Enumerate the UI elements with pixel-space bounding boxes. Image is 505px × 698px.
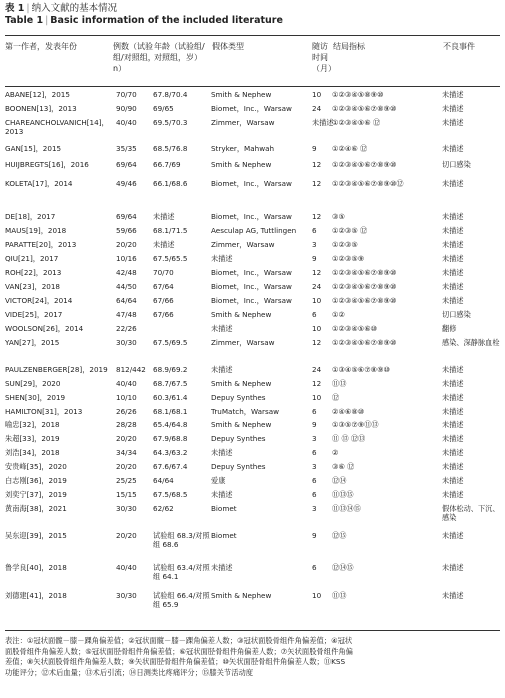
cell-cases: 26/26: [116, 407, 137, 416]
cell-cases: 59/66: [116, 226, 137, 235]
cell-followup: 10: [312, 90, 322, 99]
cell-cases: 69/64: [116, 212, 137, 221]
cell-cases: 70/70: [116, 90, 137, 99]
cell-age: 试验组 63.4/对照组 64.1: [153, 563, 210, 581]
cell-adverse: 未描述: [442, 226, 464, 235]
cell-prosthesis: Biomet: [211, 531, 237, 540]
cell-prosthesis: Depuy Synthes: [211, 462, 266, 471]
cell-followup: 24: [312, 282, 322, 291]
cell-prosthesis: Zimmer，Warsaw: [211, 118, 275, 127]
cell-adverse: 未描述: [442, 490, 464, 499]
cell-outcomes: ⑪⑬⑭⑮: [332, 504, 361, 513]
cell-prosthesis: 爱康: [211, 476, 226, 485]
cell-age: 66.1/68.6: [153, 179, 188, 188]
cell-followup: 12: [312, 379, 322, 388]
cell-adverse: 未描述: [442, 296, 464, 305]
cell-author: ROH[22]，2013: [5, 268, 62, 277]
cell-adverse: 未描述: [442, 462, 464, 471]
cell-age: 65.4/64.8: [153, 420, 188, 429]
cell-cases: 30/30: [116, 338, 137, 347]
cell-followup: 未描述: [312, 118, 334, 127]
cell-age: 68.9/69.2: [153, 365, 188, 374]
cell-followup: 3: [312, 240, 317, 249]
cell-followup: 3: [312, 434, 317, 443]
cell-outcomes: ①②③④⑤⑥⑦⑧⑨⑩: [332, 338, 397, 347]
cell-prosthesis: 未描述: [211, 490, 233, 499]
title-cn-label: 表 1: [5, 3, 25, 14]
footnote-line: 差值；⑧矢状面股骨组件角偏差人数；⑨矢状面胫骨组件角偏差值；⑩矢状面胫骨组件角偏差人数；⑪KSS: [5, 657, 346, 666]
cell-age: 未描述: [153, 240, 175, 249]
cell-author: 喻忠[32]，2018: [5, 420, 60, 429]
header-adverse: 不良事件: [443, 42, 475, 51]
cell-followup: 9: [312, 420, 317, 429]
header-prosthesis: 假体类型: [212, 42, 244, 51]
cell-author: VICTOR[24]，2014: [5, 296, 73, 305]
cell-cases: 40/40: [116, 379, 137, 388]
cell-cases: 20/20: [116, 531, 137, 540]
top-rule: [5, 35, 500, 36]
cell-age: 67/66: [153, 310, 174, 319]
cell-followup: 12: [312, 268, 322, 277]
cell-age: 67/64: [153, 282, 174, 291]
cell-prosthesis: Biomet，Inc.，Warsaw: [211, 282, 292, 291]
cell-followup: 9: [312, 144, 317, 153]
cell-followup: 3: [312, 504, 317, 513]
cell-age: 67/66: [153, 296, 174, 305]
cell-prosthesis: Biomet: [211, 504, 237, 513]
cell-cases: 69/64: [116, 160, 137, 169]
cell-prosthesis: Depuy Synthes: [211, 393, 266, 402]
cell-followup: 6: [312, 448, 317, 457]
cell-outcomes: ①②④⑥ ⑫: [332, 144, 368, 153]
cell-author: SHEN[30]，2019: [5, 393, 66, 402]
cell-cases: 30/30: [116, 504, 137, 513]
cell-age: 69.5/70.3: [153, 118, 188, 127]
cell-age: 64.3/63.2: [153, 448, 188, 457]
cell-author: HUIJBREGTS[16]，2016: [5, 160, 89, 169]
cell-age: 60.3/61.4: [153, 393, 188, 402]
cell-followup: 10: [312, 296, 322, 305]
cell-outcomes: ⑫⑭⑮: [332, 563, 354, 572]
cell-author: PARATTE[20]，2013: [5, 240, 77, 249]
footnote-line: 功能评分；⑫术后血量；⑬术后引流；⑭日测类比疼痛评分；⑮膝关节活动度: [5, 667, 254, 677]
cell-prosthesis: Depuy Synthes: [211, 434, 266, 443]
cell-prosthesis: Smith & Nephew: [211, 90, 272, 99]
cell-prosthesis: 未描述: [211, 324, 233, 333]
cell-prosthesis: Biomet，Inc.，Warsaw: [211, 179, 292, 188]
cell-cases: 40/40: [116, 563, 137, 572]
cell-cases: 10/16: [116, 254, 137, 263]
cell-prosthesis: Biomet，Inc.，Warsaw: [211, 104, 292, 113]
cell-outcomes: ③⑤: [332, 212, 345, 221]
cell-cases: 25/25: [116, 476, 137, 485]
cell-outcomes: ①②③④⑤⑥⑦⑧⑨⑩: [332, 282, 397, 291]
cell-prosthesis: Smith & Nephew: [211, 160, 272, 169]
cell-cases: 28/28: [116, 420, 137, 429]
cell-outcomes: ①②③④⑤⑥⑦⑧⑨⑩: [332, 104, 397, 113]
cell-adverse: 未描述: [442, 434, 464, 443]
cell-cases: 47/48: [116, 310, 137, 319]
cell-cases: 20/20: [116, 240, 137, 249]
cell-adverse: 未描述: [442, 448, 464, 457]
cell-followup: 6: [312, 226, 317, 235]
cell-prosthesis: 未描述: [211, 563, 233, 572]
cell-followup: 12: [312, 338, 322, 347]
cell-author: 朱超[33]，2019: [5, 434, 60, 443]
cell-cases: 812/442: [116, 365, 146, 374]
cell-outcomes: ①②: [332, 310, 345, 319]
cell-author: MAUS[19]，2018: [5, 226, 67, 235]
cell-age: 68.7/67.5: [153, 379, 188, 388]
cell-author: YAN[27]，2015: [5, 338, 60, 347]
title-cn-text: 纳入文献的基本情况: [31, 3, 118, 14]
cell-outcomes: ⑫⑮: [332, 531, 347, 540]
cell-adverse: 未描述: [442, 563, 464, 572]
cell-outcomes: ①②③④⑤⑥⑦⑧⑨⑩: [332, 160, 397, 169]
cell-age: 67.5/68.5: [153, 490, 188, 499]
cell-outcomes: ①②③④⑤⑥⑦⑧⑨⑩⑫: [332, 179, 404, 188]
cell-prosthesis: Biomet，Inc.，Warsaw: [211, 268, 292, 277]
cell-adverse: 未描述: [442, 179, 464, 188]
cell-followup: 24: [312, 104, 322, 113]
cell-adverse: 未描述: [442, 365, 464, 374]
cell-author: SUN[29]，2020: [5, 379, 61, 388]
cell-adverse: 未描述: [442, 118, 464, 127]
cell-adverse: 未描述: [442, 476, 464, 485]
cell-adverse: 未描述: [442, 144, 464, 153]
cell-adverse: 未描述: [442, 407, 464, 416]
cell-author: 安贵峰[35]，2020: [5, 462, 67, 471]
cell-author: HAMILTON[31]，2013: [5, 407, 83, 416]
cell-cases: 30/30: [116, 591, 137, 600]
cell-author: ABANE[12]，2015: [5, 90, 70, 99]
cell-outcomes: ①②③④⑤⑥⑦⑧⑨⑩: [332, 268, 397, 277]
cell-followup: 9: [312, 254, 317, 263]
header-outcomes: 结局指标: [333, 42, 365, 51]
cell-followup: 6: [312, 310, 317, 319]
cell-followup: 12: [312, 212, 322, 221]
cell-outcomes: ①②③⑤⑨: [332, 254, 365, 263]
cell-adverse: 未描述: [442, 379, 464, 388]
cell-adverse: 翻修: [442, 324, 457, 333]
cell-adverse: 未描述: [442, 90, 464, 99]
cell-followup: 9: [312, 531, 317, 540]
cell-author: 吴东迎[39]，2015: [5, 531, 67, 540]
cell-cases: 35/35: [116, 144, 137, 153]
cell-author: GAN[15]，2015: [5, 144, 62, 153]
cell-age: 69/65: [153, 104, 174, 113]
cell-age: 67.8/70.4: [153, 90, 188, 99]
cell-outcomes: ⑪⑬: [332, 379, 347, 388]
cell-prosthesis: Smith & Nephew: [211, 591, 272, 600]
cell-outcomes: ⑪⑬⑮: [332, 490, 354, 499]
cell-followup: 10: [312, 393, 322, 402]
cell-adverse: 未描述: [442, 282, 464, 291]
cell-cases: 40/40: [116, 118, 137, 127]
cell-author: CHAREANCHOLVANICH[14]，2013: [5, 118, 109, 136]
cell-outcomes: ①③④⑤⑥⑦⑧⑨⑩: [332, 365, 390, 374]
cell-outcomes: ⑫: [332, 393, 340, 402]
cell-adverse: 未描述: [442, 420, 464, 429]
cell-age: 70/70: [153, 268, 174, 277]
cell-followup: 24: [312, 365, 322, 374]
cell-outcomes: ①③⑤⑦⑨⑪⑬: [332, 420, 379, 429]
cell-followup: 12: [312, 179, 322, 188]
cell-author: 白志刚[36]，2019: [5, 476, 67, 485]
cell-cases: 44/50: [116, 282, 137, 291]
cell-age: 67.5/69.5: [153, 338, 188, 347]
cell-author: 黄南海[38]，2021: [5, 504, 67, 513]
cell-adverse: 未描述: [442, 268, 464, 277]
cell-cases: 15/15: [116, 490, 137, 499]
header-age: 年龄（试验组/对照组，岁）: [154, 42, 205, 62]
cell-adverse: 切口感染: [442, 310, 471, 319]
cell-author: WOOLSON[26]，2014: [5, 324, 84, 333]
cell-author: DE[18]，2017: [5, 212, 56, 221]
cell-prosthesis: Biomet，Inc.，Warsaw: [211, 212, 292, 221]
cell-prosthesis: 未描述: [211, 448, 233, 457]
bottom-rule: [5, 630, 500, 631]
table-title: 表 1 | 纳入文献的基本情况 Table 1 | Basic information of the included literature: [5, 3, 283, 26]
cell-prosthesis: Smith & Nephew: [211, 420, 272, 429]
cell-prosthesis: Zimmer，Warsaw: [211, 338, 275, 347]
cell-adverse: 假体松动、下沉、感染: [442, 504, 500, 522]
cell-adverse: 未描述: [442, 254, 464, 263]
cell-outcomes: ⑪⑬: [332, 591, 347, 600]
cell-followup: 6: [312, 407, 317, 416]
cell-prosthesis: TruMatch，Warsaw: [211, 407, 279, 416]
cell-cases: 20/20: [116, 462, 137, 471]
cell-outcomes: ①②③④⑤⑥⑩: [332, 324, 378, 333]
cell-author: 刘奕宁[37]，2019: [5, 490, 67, 499]
cell-age: 62/62: [153, 504, 174, 513]
cell-outcomes: ①②③⑤ ⑫: [332, 226, 368, 235]
cell-followup: 10: [312, 324, 322, 333]
cell-age: 67.6/67.4: [153, 462, 188, 471]
cell-cases: 64/64: [116, 296, 137, 305]
cell-followup: 6: [312, 563, 317, 572]
cell-outcomes: ②: [332, 448, 339, 457]
cell-prosthesis: Smith & Nephew: [211, 379, 272, 388]
cell-prosthesis: Biomet，Inc.，Warsaw: [211, 296, 292, 305]
cell-author: 刘浩[34]，2018: [5, 448, 60, 457]
cell-age: 67.5/65.5: [153, 254, 188, 263]
cell-cases: 10/10: [116, 393, 137, 402]
cell-followup: 3: [312, 462, 317, 471]
cell-prosthesis: Smith & Nephew: [211, 310, 272, 319]
cell-age: 66.7/69: [153, 160, 181, 169]
cell-outcomes: ①②③④⑤⑥⑦⑧⑨⑩: [332, 296, 397, 305]
header-followup: 随访时间（月）: [312, 42, 336, 73]
cell-author: QIU[21]，2017: [5, 254, 59, 263]
title-en-label: Table 1: [5, 15, 44, 26]
cell-outcomes: ③⑥ ⑫: [332, 462, 355, 471]
cell-followup: 6: [312, 490, 317, 499]
cell-outcomes: ①②③④⑤⑧⑨⑩: [332, 90, 384, 99]
cell-prosthesis: Aesculap AG, Tuttlingen: [211, 226, 297, 235]
cell-followup: 12: [312, 160, 322, 169]
cell-adverse: 未描述: [442, 240, 464, 249]
cell-adverse: 未描述: [442, 212, 464, 221]
cell-age: 68.1/68.1: [153, 407, 188, 416]
cell-author: BOONEN[13]，2013: [5, 104, 77, 113]
cell-age: 64/64: [153, 476, 174, 485]
cell-age: 68.5/76.8: [153, 144, 188, 153]
cell-age: 未描述: [153, 212, 175, 221]
cell-prosthesis: 未描述: [211, 365, 233, 374]
cell-adverse: 未描述: [442, 591, 464, 600]
footnote-line: 表注：①冠状面髋－膝－踝角偏差值；②冠状面髋－膝－踝角偏差人数；③冠状面股骨组件角偏差值；④冠状: [5, 636, 353, 645]
cell-cases: 34/34: [116, 448, 137, 457]
cell-cases: 90/90: [116, 104, 137, 113]
header-author: 第一作者，发表年份: [5, 42, 77, 51]
cell-author: 鲁学良[40]，2018: [5, 563, 67, 572]
cell-prosthesis: 未描述: [211, 254, 233, 263]
cell-adverse: 感染、深静脉血栓: [442, 338, 500, 347]
cell-outcomes: ①②③⑤: [332, 240, 358, 249]
cell-author: VAN[23]，2018: [5, 282, 60, 291]
cell-cases: 20/20: [116, 434, 137, 443]
footnote-line: 面股骨组件角偏差人数；⑤冠状面胫骨组件角偏差值；⑥冠状面胫骨组件角偏差人数；⑦矢状面股骨组件角偏: [5, 646, 353, 656]
cell-author: PAULZENBERGER[28]，2019: [5, 365, 108, 374]
cell-adverse: 未描述: [442, 393, 464, 402]
cell-cases: 49/46: [116, 179, 137, 188]
cell-cases: 42/48: [116, 268, 137, 277]
cell-age: 试验组 68.3/对照组 68.6: [153, 531, 210, 549]
cell-outcomes: ①②③④⑤⑥ ⑫: [332, 118, 381, 127]
cell-adverse: 未描述: [442, 531, 464, 540]
header-cases: 例数（试验组/对照组，n）: [113, 42, 156, 73]
cell-adverse: 切口感染: [442, 160, 471, 169]
cell-age: 68.1/71.5: [153, 226, 188, 235]
cell-age: 67.9/68.8: [153, 434, 188, 443]
cell-author: VIDE[25]，2017: [5, 310, 63, 319]
cell-followup: 10: [312, 591, 322, 600]
cell-cases: 22/26: [116, 324, 137, 333]
cell-prosthesis: Stryker，Mahwah: [211, 144, 275, 153]
cell-author: 刘德建[41]，2018: [5, 591, 67, 600]
cell-outcomes: ②④⑥⑧⑩: [332, 407, 365, 416]
title-en-text: Basic information of the included literature: [50, 15, 283, 26]
cell-author: KOLETA[17]，2014: [5, 179, 73, 188]
cell-adverse: 未描述: [442, 104, 464, 113]
table-footnote: [5, 636, 500, 678]
cell-prosthesis: Zimmer，Warsaw: [211, 240, 275, 249]
cell-outcomes: ⑫⑭: [332, 476, 347, 485]
cell-age: 试验组 66.4/对照组 65.9: [153, 591, 210, 609]
cell-outcomes: ⑪ ⑬ ⑫⑬: [332, 434, 366, 443]
header-rule: [5, 86, 500, 87]
cell-followup: 6: [312, 476, 317, 485]
